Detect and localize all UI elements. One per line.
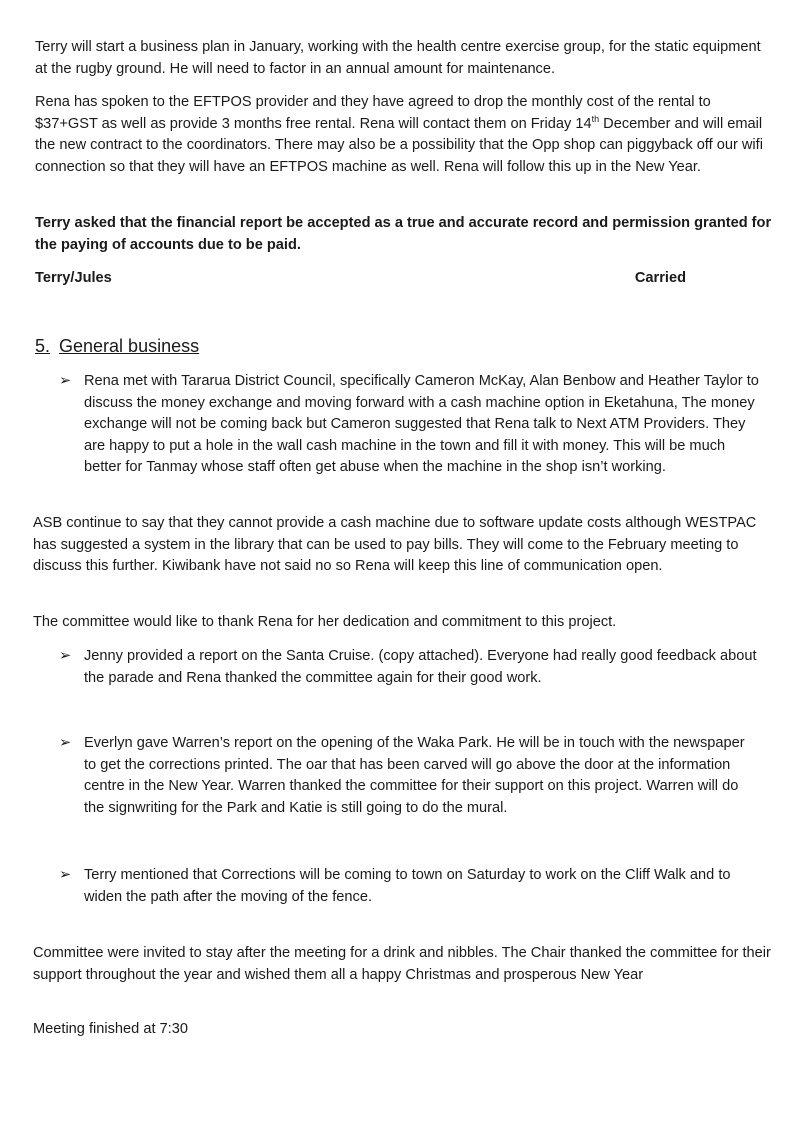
financial-report-motion: Terry asked that the financial report be accepted as a true and accurate record and permission granted for the paying of accounts due to be paid. bbox=[35, 215, 772, 253]
eftpos-text-part-2: December and will email the new contract to the coordinators. There may also be a possibility that the Opp shop can piggyback off our wifi connection so that they will have an EFTPOS machine as well. Rena will follow this up in the New Year. bbox=[35, 115, 763, 175]
bullet-item-cash-machine bbox=[59, 371, 759, 479]
asb-paragraph: ASB continue to say that they cannot provide a cash machine due to software update costs although WESTPAC has suggested a system in the library that can be used to pay bills. They will come to the February meeting to discuss this further. Kiwibank have not said no so Rena will keep this line of communication open. bbox=[33, 515, 757, 575]
arrow-bullet-icon: ➢ bbox=[59, 373, 72, 389]
arrow-bullet-icon: ➢ bbox=[59, 648, 72, 664]
closing-paragraph: Committee were invited to stay after the meeting for a drink and nibbles. The Chair thanked the committee for their support throughout the year and wished them all a happy Christmas and prosperous New Year bbox=[33, 945, 771, 983]
section-number: 5. bbox=[35, 336, 51, 356]
eftpos-paragraph bbox=[35, 92, 775, 178]
bullet-text-cliff-walk: Terry mentioned that Corrections will be coming to town on Saturday to work on the Cliff Walk and to widen the path after the moving of the fence. bbox=[84, 867, 731, 905]
motion-result: Carried bbox=[634, 270, 686, 286]
arrow-bullet-icon: ➢ bbox=[59, 735, 72, 751]
eftpos-text-part-1: Rena has spoken to the EFTPOS provider and they have agreed to drop the monthly cost of the rental to $37+GST as well as provide 3 months free rental. Rena will contact them on Friday 14 bbox=[35, 94, 711, 132]
bullet-item-waka-park bbox=[59, 733, 759, 819]
date-ordinal-superscript: th bbox=[591, 113, 600, 124]
arrow-bullet-icon: ➢ bbox=[59, 867, 72, 883]
business-plan-paragraph: Terry will start a business plan in January, working with the health centre exercise group, for the static equipment at the rugby ground. He will need to factor in an annual amount for maintenance. bbox=[35, 39, 761, 77]
bullet-text-santa-cruise: Jenny provided a report on the Santa Cruise. (copy attached). Everyone had really good feedback about the parade and Rena thanked the committee again for their good work. bbox=[84, 648, 757, 686]
bullet-text-waka-park: Everlyn gave Warren’s report on the opening of the Waka Park. He will be in touch with the newspaper to get the corrections printed. The oar that has been carved will go above the door at the information centre in the New Year. Warren thanked the committee for their support on this project. Warren will do the signwriting for the Park and Katie is still going to do the mural. bbox=[84, 735, 745, 816]
meeting-finished-line: Meeting finished at 7:30 bbox=[33, 1021, 188, 1037]
motion-result-row bbox=[35, 268, 686, 290]
bullet-item-santa-cruise bbox=[59, 646, 759, 689]
thanks-paragraph: The committee would like to thank Rena for her dedication and commitment to this project. bbox=[33, 614, 617, 630]
section-title: General business bbox=[59, 336, 200, 356]
motion-movers: Terry/Jules bbox=[35, 270, 112, 286]
section-heading-general-business bbox=[35, 334, 199, 358]
bullet-item-cliff-walk bbox=[59, 865, 759, 908]
bullet-text-cash-machine: Rena met with Tararua District Council, specifically Cameron McKay, Alan Benbow and Heather Taylor to discuss the money exchange and moving forward with a cash machine option in Eketahuna, The money exchange will not be coming back but Cameron suggested that Rena talk to Next ATM Providers. They are happy to put a hole in the wall cash machine in the town and fill it with money. This will be much better for Tanmay whose staff often get abuse when the machine in the shop isn’t working. bbox=[84, 373, 759, 476]
